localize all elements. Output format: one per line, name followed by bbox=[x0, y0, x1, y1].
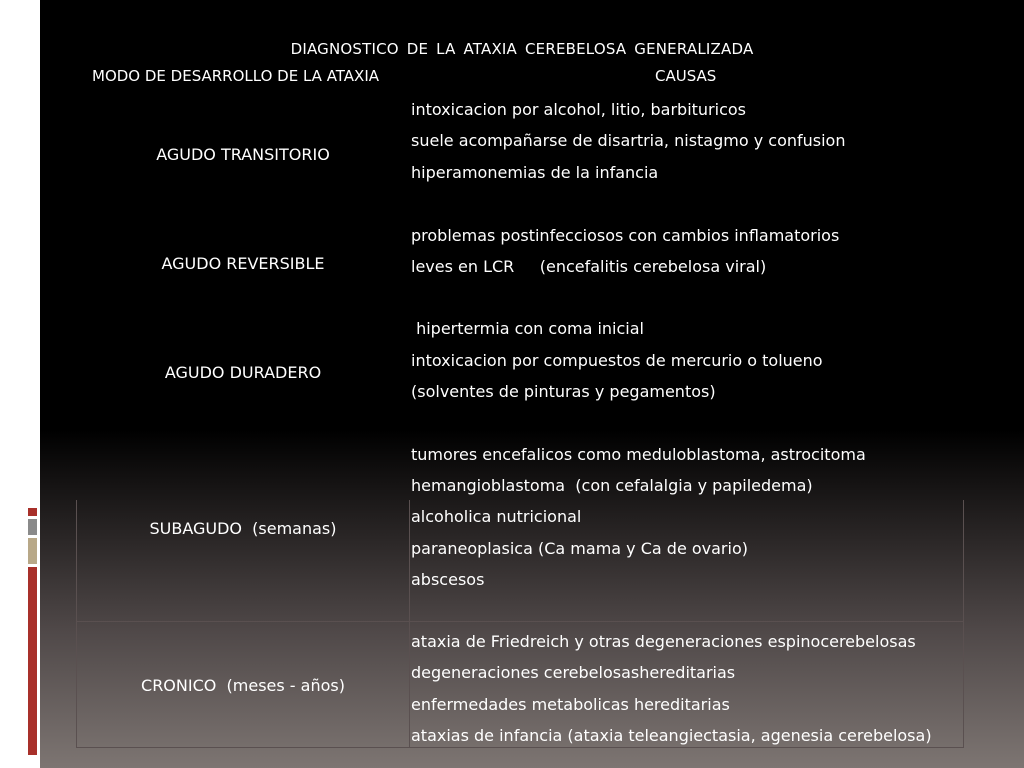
deco-bar-tan bbox=[28, 538, 37, 564]
cause-line: (solventes de pinturas y pegamentos) bbox=[411, 382, 716, 401]
table-border-right bbox=[963, 500, 964, 748]
cause-line: ataxias de infancia (ataxia teleangiectasia, agenesia cerebelosa) bbox=[411, 726, 932, 745]
row-mode-subagudo: SUBAGUDO (semanas) bbox=[149, 519, 337, 538]
table-border-bottom bbox=[76, 747, 964, 748]
cause-line: paraneoplasica (Ca mama y Ca de ovario) bbox=[411, 539, 748, 558]
decorative-bars bbox=[28, 508, 38, 758]
row-mode-agudo-duradero: AGUDO DURADERO bbox=[164, 363, 322, 382]
deco-bar-grey bbox=[28, 519, 37, 535]
cause-line: leves en LCR (encefalitis cerebelosa viral) bbox=[411, 257, 767, 276]
cause-line: ataxia de Friedreich y otras degeneraciones espinocerebelosas bbox=[411, 632, 916, 651]
column-header-mode: MODO DE DESARROLLO DE LA ATAXIA bbox=[92, 67, 380, 85]
cause-line: abscesos bbox=[411, 570, 485, 589]
cause-line: suele acompañarse de disartria, nistagmo y confusion bbox=[411, 131, 846, 150]
cause-line: intoxicacion por compuestos de mercurio o tolueno bbox=[411, 351, 823, 370]
column-header-causes: CAUSAS bbox=[655, 67, 717, 85]
cause-line: alcoholica nutricional bbox=[411, 507, 582, 526]
table-row-divider bbox=[76, 621, 964, 622]
row-mode-agudo-transitorio: AGUDO TRANSITORIO bbox=[156, 145, 330, 164]
cause-line: hiperamonemias de la infancia bbox=[411, 163, 659, 182]
deco-bar-red-long bbox=[28, 567, 37, 755]
cause-line: enfermedades metabolicas hereditarias bbox=[411, 695, 730, 714]
cause-line: intoxicacion por alcohol, litio, barbituricos bbox=[411, 100, 746, 119]
slide-title: DIAGNOSTICO DE LA ATAXIA CEREBELOSA GENERALIZADA bbox=[290, 40, 754, 58]
deco-bar-red-top bbox=[28, 508, 37, 516]
cause-line: degeneraciones cerebelosashereditarias bbox=[411, 663, 736, 682]
cause-line: tumores encefalicos como meduloblastoma, astrocitoma bbox=[411, 445, 866, 464]
row-mode-cronico: CRONICO (meses - años) bbox=[141, 676, 345, 695]
cause-line: hemangioblastoma (con cefalalgia y papiledema) bbox=[411, 476, 813, 495]
cause-line: hipertermia con coma inicial bbox=[411, 319, 644, 338]
cause-line: problemas postinfecciosos con cambios inflamatorios bbox=[411, 226, 840, 245]
row-mode-agudo-reversible: AGUDO REVERSIBLE bbox=[161, 254, 325, 273]
